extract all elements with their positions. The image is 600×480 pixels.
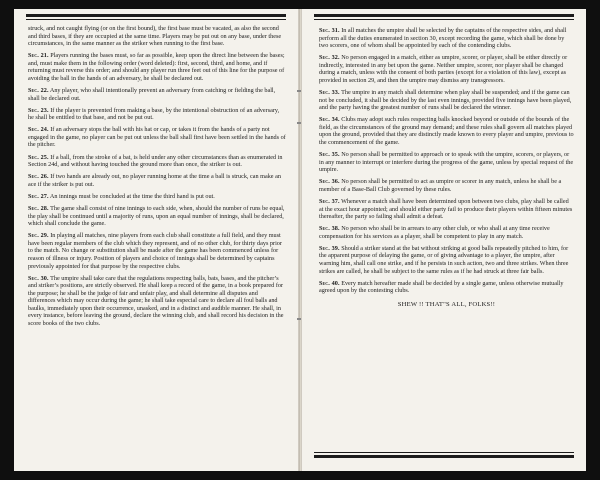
section-paragraph xyxy=(28,154,286,169)
section-text: Should a striker stand at the bat without striking at good balls repeatedly pitched to him, for the apparent purpose of delaying the game, or of giving advantage to a player, the umpire, after warning him, shall call one strike, and if he persists in such action, two and three strikes. When three strikes are called, he shall be subject to the same rules as if he had struck at three fair balls. xyxy=(319,244,569,275)
section-text: No person shall be permitted to approach or to speak with the umpire, scorers, or players, or in any manner to interrupt or interfere during the progress of the game, unless by special request of the umpire. xyxy=(319,151,574,174)
section-paragraph xyxy=(28,25,286,48)
section-number: Sec. 40. xyxy=(319,279,340,287)
section-text: In all matches the umpire shall be selected by the captains of the respective sides, and shall perform all the duties enumerated in section 30, except recording the game, which shall be done by two scorers, one of whom shall be appointed by each of the contending clubs. xyxy=(319,27,567,50)
section-text: If a ball, from the stroke of a bat, is held under any other circumstances than as enumerated in Section 24d, and without having touched the ground more than once, the striker is out. xyxy=(28,153,283,169)
section-text: No person who shall be in arrears to any other club, or who shall at any time receive compensation for his services as a player, shall be competent to play in any match. xyxy=(319,225,550,240)
closing-line: SHEW !! THAT"S ALL, FOLKS!! xyxy=(397,300,496,308)
section-text: Every match hereafter made shall be decided by a single game, unless otherwise mutually agreed upon by the contesting clubs. xyxy=(319,279,564,295)
section-text: If the player is prevented from making a base, by the intentional obstruction of an adversary, he shall be entitled to that base, and not be put out. xyxy=(28,106,280,122)
section-text: The umpire in any match shall determine when play shall be suspended; and if the game can not be concluded, it shall be decided by the last even innings, provided five innings have been played, and the party having the greatest number of runs shall be declared the winner. xyxy=(319,89,572,112)
section-paragraph xyxy=(319,280,574,295)
section-paragraph xyxy=(28,193,286,201)
section-paragraph xyxy=(319,245,574,275)
section-paragraph xyxy=(28,205,286,228)
section-number: Sec. 28. xyxy=(28,205,49,213)
section-number: Sec. 30. xyxy=(28,274,49,282)
section-text: The umpire shall take care that the regulations respecting balls, bats, bases, and the pitcher’s and striker’s positions, are strictly observed. He shall keep a record of the game, in a book prepared for the purpose; he shall be the judge of fair and unfair play, and shall determine all disputes and differences which may occur during the game; he shall take especial care to declare all foul balls and baulks, immediately upon their occurrence, unasked, and in a distinct and audible manner. He shall, in every instance, before leaving the ground, declare the winning club, and shall record his decision in the score books of the two clubs. xyxy=(28,274,284,327)
section-paragraph xyxy=(28,173,286,188)
top-rule-thin xyxy=(26,19,286,20)
section-paragraph xyxy=(319,198,574,221)
section-paragraph xyxy=(28,52,286,82)
margin-mark xyxy=(297,318,301,320)
section-number: Sec. 38. xyxy=(319,225,340,233)
section-paragraph xyxy=(319,116,574,146)
section-number: Sec. 27. xyxy=(28,193,49,200)
section-text: An innings must be concluded at the time the third hand is put out. xyxy=(48,193,215,200)
section-number: Sec. 37. xyxy=(319,197,340,205)
section-paragraph xyxy=(319,54,574,84)
section-number: Sec. 29. xyxy=(28,232,49,240)
section-paragraph xyxy=(319,178,574,193)
section-number: Sec. 32. xyxy=(319,54,340,62)
top-rule xyxy=(26,14,286,17)
left-page xyxy=(14,9,299,471)
section-text: Whenever a match shall have been determined upon between two clubs, play shall be called at the exact hour appointed; and should either party fail to produce their players within fifteen minutes thereafter, the party so failing shall admit a defeat. xyxy=(319,197,573,221)
section-number: Sec. 26. xyxy=(28,173,49,181)
section-number: Sec. 21. xyxy=(28,52,49,60)
section-paragraph xyxy=(28,275,286,328)
bottom-rule xyxy=(314,455,574,458)
section-paragraph xyxy=(28,107,286,122)
section-text: Players running the bases must, so far as possible, keep upon the direct line between the bases; and, must make them in the following order (word deleted): first, second, third, and home, and if returning must reverse this order; and should any player run three feet out of this line for the purpose of avoiding the ball in the hands of an adversary, he shall be declared out. xyxy=(28,52,285,82)
section-text: In playing all matches, nine players from each club shall constitute a full field, and they must have been regular members of the club which they represent, and of no other club, for thirty days prior to the match. No change or substitution shall be made after the game has been commenced unless for reason of illness or injury. Position of players and choice of innings shall be determined by captains previously appointed for that purpose by the respective clubs. xyxy=(28,232,282,270)
section-paragraph xyxy=(319,151,574,174)
section-number: Sec. 31. xyxy=(319,27,340,34)
section-paragraph xyxy=(28,232,286,270)
top-rule xyxy=(314,14,574,17)
section-number: Sec. 23. xyxy=(28,106,49,114)
section-text: Any player, who shall intentionally prevent an adversary from catching or fielding the ball, shall be declared out. xyxy=(28,87,276,102)
section-text: No person engaged in a match, either as umpire, scorer, or player, shall be either directly or indirectly, interested in any bet upon the game. Neither umpire, scorer, nor player shall be changed during a match, unless with the consent of both parties (except for a violation of this law), except as provided in section 29, and then the umpire may dismiss any transgressors. xyxy=(319,54,568,84)
section-paragraph xyxy=(319,27,574,50)
top-rule-thin xyxy=(314,19,574,20)
section-text: struck, and not caught flying (or on the first bound), the first base must be vacated, as also the second and third bases, if they are occupied at the same time. Players may be put out on any base, under these circumstances, in the same manner as the striker when running to the first base. xyxy=(28,25,282,48)
section-text: The game shall consist of nine innings to each side, when, should the number of runs be equal, the play shall be continued until a majority of runs, upon an equal number of innings, shall be declared, which shall conclude the game. xyxy=(28,205,285,228)
section-number: Sec. 36. xyxy=(319,178,340,186)
right-page-text xyxy=(319,27,574,308)
section-paragraph xyxy=(28,87,286,102)
section-text: Clubs may adopt such rules respecting balls knocked beyond or outside of the bounds of the field, as the circumstances of the ground may demand; and these rules shall govern all matches played upon the ground, provided that they are distinctly made known to every player and umpire, previous to the commencement of the game. xyxy=(319,116,574,146)
section-text: No person shall be permitted to act as umpire or scorer in any match, unless he shall be a member of a Base-Ball Club governed by these rules. xyxy=(319,178,562,193)
section-number: Sec. 33. xyxy=(319,89,340,97)
margin-mark xyxy=(297,90,301,92)
section-paragraph xyxy=(319,225,574,240)
section-text: If two hands are already out, no player running home at the time a ball is struck, can make an ace if the striker is put out. xyxy=(28,173,281,188)
bottom-rule-thin xyxy=(314,452,574,453)
left-page-text xyxy=(28,25,286,332)
section-number: Sec. 39. xyxy=(319,244,340,252)
section-number: Sec. 22. xyxy=(28,87,49,95)
section-text: If an adversary stops the ball with his hat or cap, or takes it from the hands of a party not engaged in the game, no player can be put out unless the ball shall first have been settled in the hands of the pitcher. xyxy=(28,126,286,149)
section-number: Sec. 24. xyxy=(28,126,49,134)
section-paragraph xyxy=(319,89,574,112)
section-number: Sec. 25. xyxy=(28,153,49,161)
section-number: Sec. 35. xyxy=(319,151,340,159)
margin-mark xyxy=(297,122,301,124)
right-page xyxy=(301,9,586,471)
section-number: Sec. 34. xyxy=(319,116,340,124)
section-paragraph xyxy=(28,126,286,149)
